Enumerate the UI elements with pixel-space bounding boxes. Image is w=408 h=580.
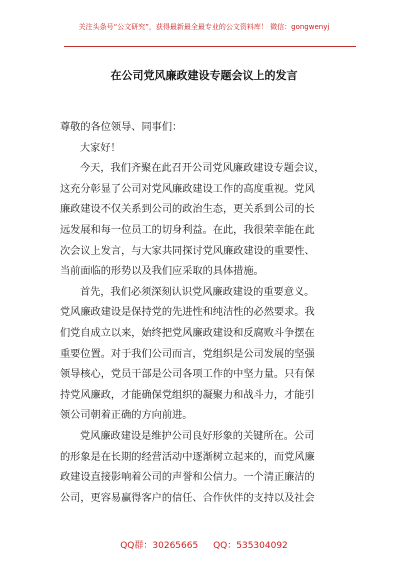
- body-line: 政建设直接影响着公司的声誉和公信力。一个清正廉洁的: [60, 472, 315, 484]
- body-line: 们党自成立以来，始终把党风廉政建设和反腐败斗争摆在: [60, 327, 315, 339]
- body-line: 党风廉政建设是保持党的先进性和纯洁性的必然要求。我: [60, 307, 315, 319]
- footer-qq: QQ：535304092: [213, 541, 288, 551]
- salutation-line: 尊敬的各位领导、同事们：: [60, 122, 183, 133]
- header-divider: [64, 46, 356, 47]
- body-line: 这充分彰显了公司对党风廉政建设工作的高度重视。党风: [60, 183, 315, 195]
- body-line: 党风廉政建设是维护公司良好形象的关键所在。公司: [80, 430, 315, 442]
- body-line: 廉政建设不仅关系到公司的政治生态，更关系到公司的长: [60, 204, 315, 216]
- footer-contact: [0, 538, 408, 551]
- body-line: 首先，我们必须深刻认识党风廉政建设的重要意义。: [80, 286, 315, 298]
- greeting-line: 大家好！: [80, 142, 121, 154]
- body-line: 领公司朝着正确的方向前进。: [60, 410, 193, 422]
- body-line: 持党风廉政，才能确保党组织的凝聚力和战斗力，才能引: [60, 389, 315, 401]
- footer-qq-group: QQ群：30265665: [120, 541, 199, 551]
- body-line: 次会议上发言，与大家共同探讨党风廉政建设的重要性、: [60, 245, 315, 257]
- document-body: [60, 118, 356, 509]
- body-line: 领导核心，党员干部是公司各项工作的中坚力量。只有保: [60, 369, 315, 381]
- body-line: 今天，我们齐聚在此召开公司党风廉政建设专题会议，: [80, 163, 325, 175]
- body-line: 重要位置。对于我们公司而言，党组织是公司发展的坚强: [60, 348, 315, 360]
- body-line: 当前面临的形势以及我们应采取的具体措施。: [60, 266, 264, 278]
- header-banner: 关注头条号“公文研究”，获得最新最全最专业的公文资料库！ 微信：gongwenyj: [78, 23, 330, 31]
- document-title: 在公司党风廉政建设专题会议上的发言: [110, 69, 298, 82]
- body-line: 远发展和每一位员工的切身利益。在此，我很荣幸能在此: [60, 224, 315, 236]
- body-line: 的形象是在长期的经营活动中逐渐树立起来的，而党风廉: [60, 451, 315, 463]
- body-line: 公司，更容易赢得客户的信任、合作伙伴的支持以及社会: [60, 492, 315, 504]
